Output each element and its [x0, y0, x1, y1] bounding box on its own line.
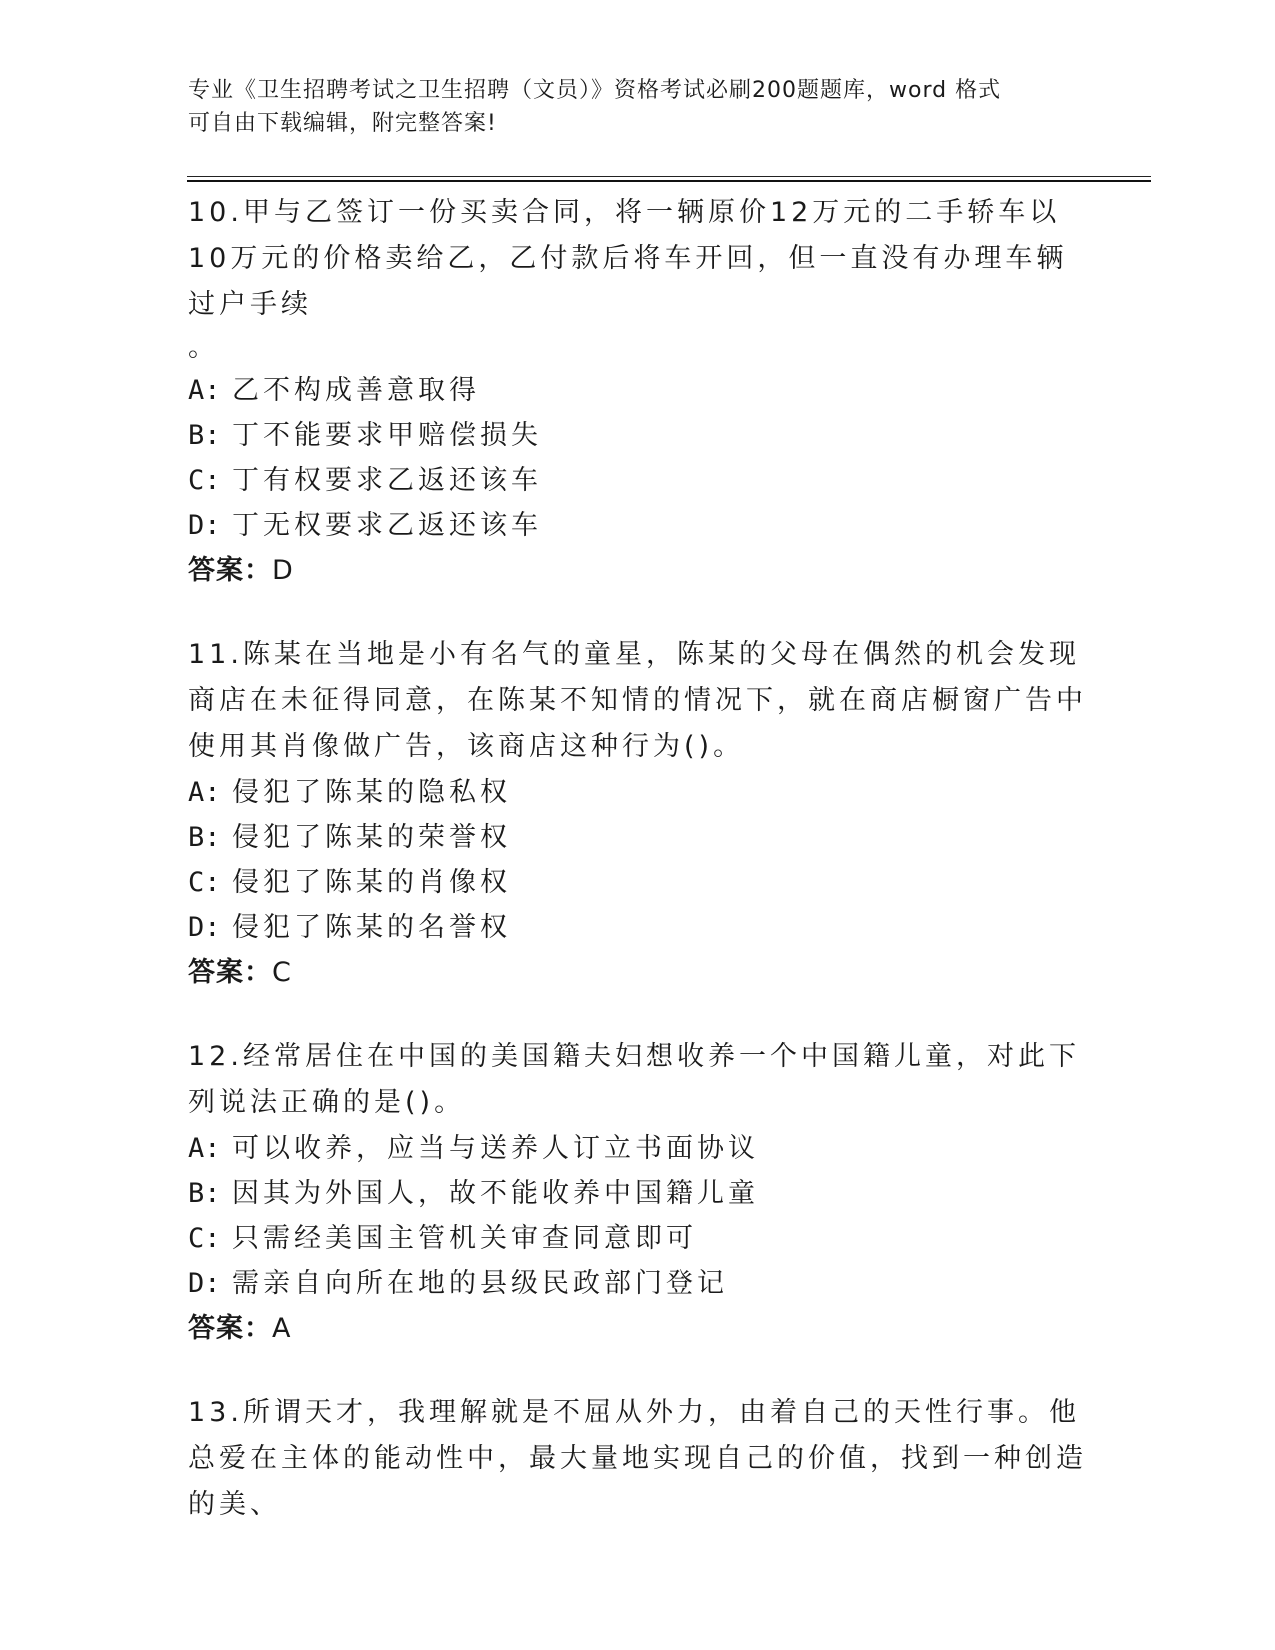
option-a — [188, 368, 1088, 413]
answer-value: D — [272, 555, 294, 586]
option-text: 因其为外国人，故不能收养中国籍儿童 — [232, 1178, 759, 1209]
option-letter: A: — [188, 777, 221, 808]
answer-label: 答案： — [188, 957, 272, 988]
option-text: 丁有权要求乙返还该车 — [232, 465, 542, 496]
option-text: 侵犯了陈某的荣誉权 — [232, 822, 511, 853]
header-line-2: 可自由下载编辑，附完整答案! — [188, 111, 497, 136]
option-letter: C: — [188, 465, 221, 496]
option-b — [188, 413, 1088, 458]
option-a — [188, 1126, 1088, 1171]
answer-value: A — [272, 1313, 292, 1344]
answer-line — [188, 548, 1088, 594]
option-a — [188, 770, 1088, 815]
option-c — [188, 1216, 1088, 1261]
question-13 — [188, 1390, 1088, 1528]
option-text: 侵犯了陈某的肖像权 — [232, 867, 511, 898]
option-d — [188, 503, 1088, 548]
option-text: 只需经美国主管机关审查同意即可 — [232, 1223, 697, 1254]
option-text: 丁无权要求乙返还该车 — [232, 510, 542, 541]
question-text: 12.经常居住在中国的美国籍夫妇想收养一个中国籍儿童，对此下列说法正确的是()。 — [188, 1041, 1080, 1118]
document-header — [188, 74, 1068, 140]
question-11 — [188, 632, 1088, 996]
option-letter: C: — [188, 867, 221, 898]
answer-line — [188, 950, 1088, 996]
option-b — [188, 815, 1088, 860]
option-text: 侵犯了陈某的隐私权 — [232, 777, 511, 808]
option-text: 乙不构成善意取得 — [232, 375, 480, 406]
option-letter: D: — [188, 1268, 221, 1299]
option-letter: B: — [188, 822, 221, 853]
question-text-end: 。 — [188, 332, 215, 363]
question-10 — [188, 190, 1088, 594]
header-divider-thick — [187, 180, 1151, 182]
option-letter: C: — [188, 1223, 221, 1254]
option-text: 可以收养，应当与送养人订立书面协议 — [232, 1133, 759, 1164]
option-text: 丁不能要求甲赔偿损失 — [232, 420, 542, 451]
question-12 — [188, 1034, 1088, 1352]
option-letter: D: — [188, 510, 221, 541]
answer-label: 答案： — [188, 555, 272, 586]
answer-value: C — [272, 957, 292, 988]
option-text: 侵犯了陈某的名誉权 — [232, 912, 511, 943]
answer-label: 答案： — [188, 1313, 272, 1344]
question-list — [188, 190, 1088, 1566]
option-text: 需亲自向所在地的县级民政部门登记 — [232, 1268, 728, 1299]
header-line-1: 专业《卫生招聘考试之卫生招聘（文员）》资格考试必刷200题题库，word 格式 — [188, 78, 1002, 103]
option-letter: A: — [188, 1133, 221, 1164]
option-letter: D: — [188, 912, 221, 943]
option-letter: B: — [188, 1178, 221, 1209]
option-d — [188, 905, 1088, 950]
option-c — [188, 458, 1088, 503]
question-text: 11.陈某在当地是小有名气的童星，陈某的父母在偶然的机会发现商店在未征得同意，在陈某不知情的情况下，就在商店橱窗广告中使用其肖像做广告，该商店这种行为()。 — [188, 639, 1087, 762]
option-b — [188, 1171, 1088, 1216]
question-text: 13.所谓天才，我理解就是不屈从外力，由着自己的天性行事。他总爱在主体的能动性中，最大量地实现自己的价值，找到一种创造的美、 — [188, 1397, 1087, 1520]
option-letter: B: — [188, 420, 221, 451]
header-divider-thin — [187, 176, 1151, 177]
option-d — [188, 1261, 1088, 1306]
option-c — [188, 860, 1088, 905]
answer-line — [188, 1306, 1088, 1352]
option-letter: A: — [188, 375, 221, 406]
question-text: 10.甲与乙签订一份买卖合同，将一辆原价12万元的二手轿车以10万元的价格卖给乙，乙付款后将车开回，但一直没有办理车辆过户手续 — [188, 197, 1068, 320]
